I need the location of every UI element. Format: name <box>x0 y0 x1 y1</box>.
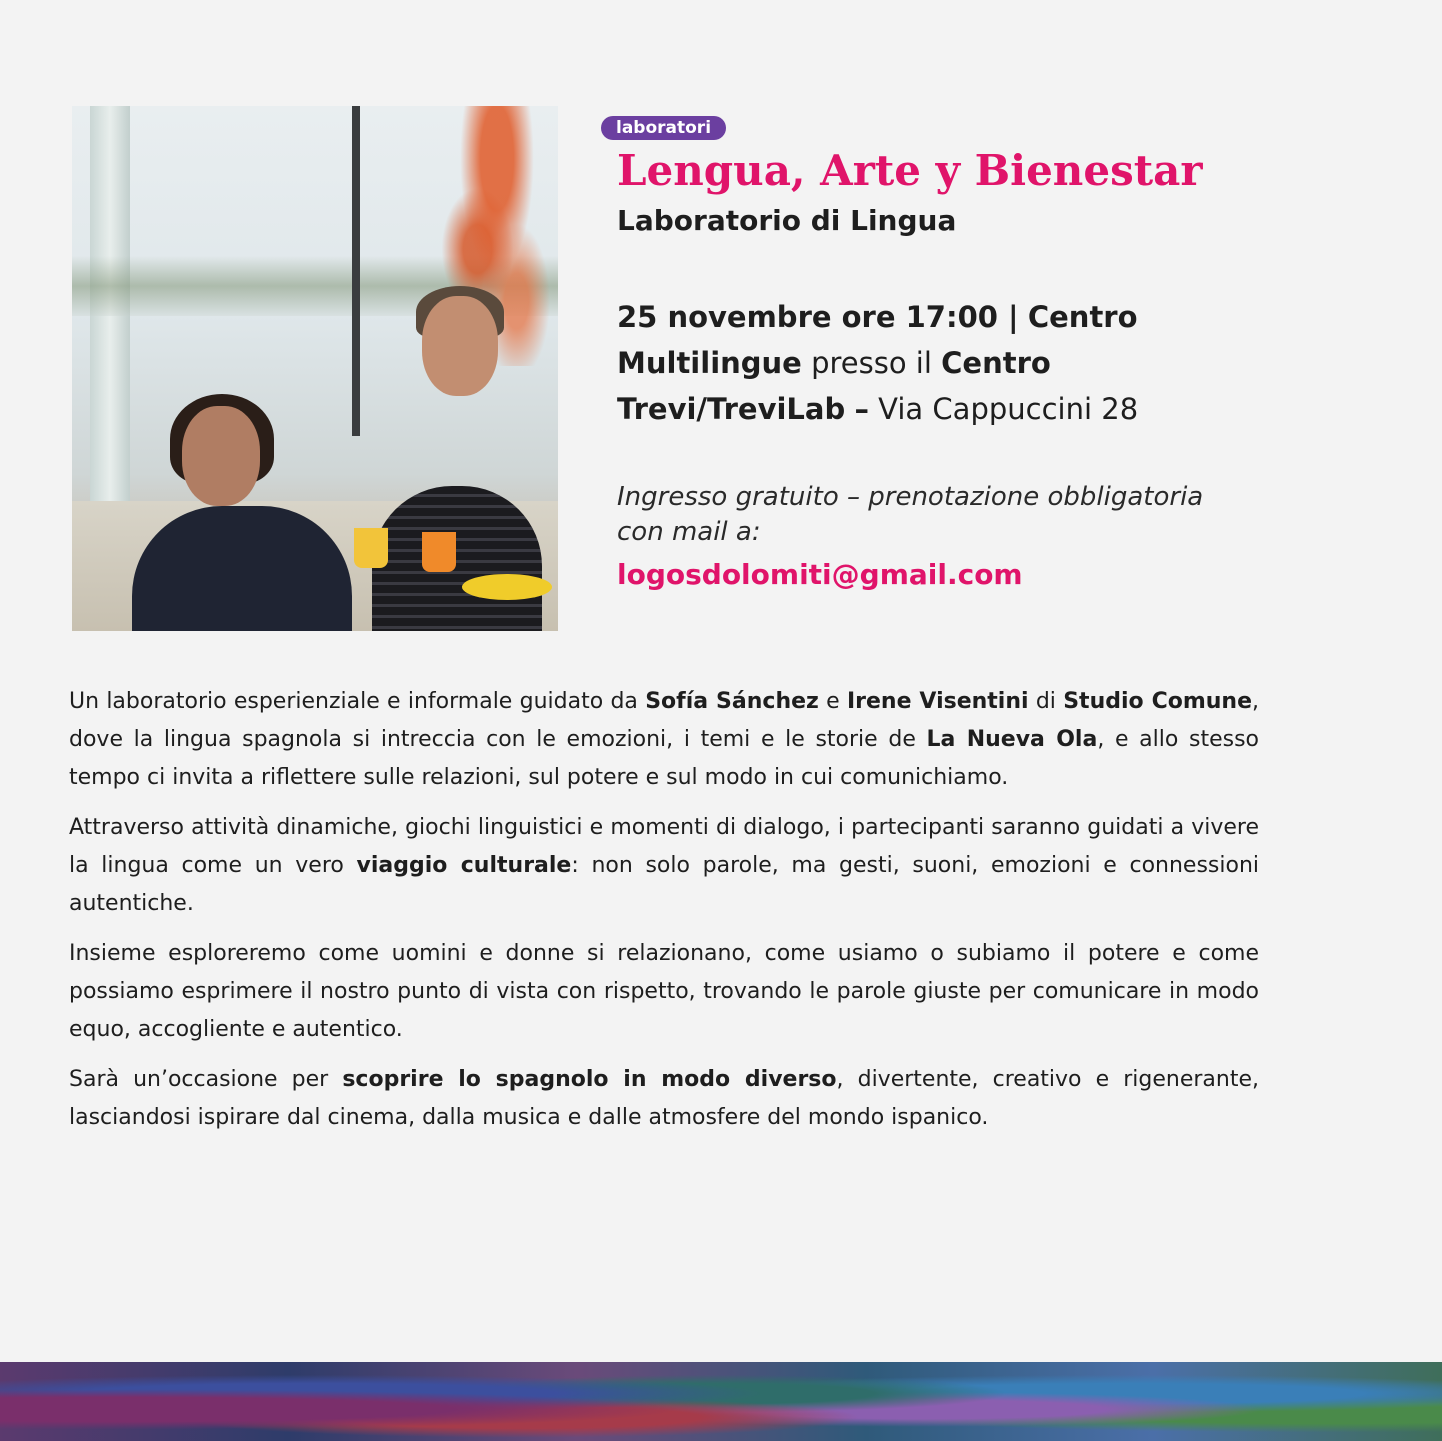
category-badge: laboratori <box>601 116 726 140</box>
photo-pillar <box>90 106 130 526</box>
event-venue-primary: Centro Multilingue <box>617 300 1138 380</box>
event-presso: presso il <box>811 346 932 380</box>
text-segment: e <box>826 689 840 714</box>
event-venue-secondary: Centro Trevi/TreviLab <box>617 346 1051 426</box>
photo-person-right-face <box>422 296 498 396</box>
event-info <box>617 294 1217 432</box>
event-address: Via Cappuccini 28 <box>878 392 1139 426</box>
highlight-phrase: scoprire lo spagnolo in modo diverso <box>342 1067 837 1092</box>
event-title: Lengua, Arte y Bienestar <box>617 146 1203 195</box>
organizer-name: Sofía Sánchez <box>645 689 819 714</box>
description-paragraph-2 <box>69 809 1259 923</box>
photo-yellow-cup <box>354 528 388 568</box>
text-segment: , e allo stesso tempo ci invita a riflettere sulle relazioni, sul potere e sul modo in cui comunichiamo. <box>69 727 1260 790</box>
event-photo <box>72 106 558 631</box>
text-segment: Attraverso attività dinamiche, giochi linguistici e momenti di dialogo, i partecipanti saranno guidati a vivere la lingua come un vero <box>69 815 1259 878</box>
description-paragraph-3: Insieme esploreremo come uomini e donne si relazionano, come usiamo o subiamo il potere e come possiamo esprimere il nostro punto di vista con rispetto, trovando le parole giuste per comunicare in modo equo, accogliente e autentico. <box>69 941 1259 1042</box>
photo-person-left-face <box>182 406 260 506</box>
event-date-time: 25 novembre ore 17:00 | <box>617 300 1019 334</box>
photo-person-right <box>372 486 542 631</box>
organization-name: Studio Comune <box>1063 689 1253 714</box>
decorative-painting-strip <box>0 1362 1442 1441</box>
text-segment: di <box>1035 689 1056 714</box>
text-segment: , dove la lingua spagnola si intreccia con le emozioni, i temi e le storie de <box>69 689 1260 752</box>
text-segment: , divertente, creativo e rigenerante, lasciandosi ispirare dal cinema, dalla musica e dalle atmosfere del mondo ispanico. <box>69 1067 1259 1130</box>
photo-window-frame <box>352 106 360 436</box>
film-series-name: La Nueva Ola <box>926 727 1098 752</box>
photo-orange-cup <box>422 532 456 572</box>
highlight-phrase: viaggio culturale <box>356 853 572 878</box>
organizer-name: Irene Visentini <box>846 689 1029 714</box>
entry-note: Ingresso gratuito – prenotazione obbligatoria con mail a: <box>617 482 1204 547</box>
event-dash: – <box>854 392 869 426</box>
description-paragraph-4 <box>69 1061 1259 1137</box>
contact-email-link[interactable]: logosdolomiti@gmail.com <box>617 558 1023 591</box>
photo-plate <box>462 574 552 600</box>
text-segment: : non solo parole, ma gesti, suoni, emozioni e connessioni autentiche. <box>69 853 1260 916</box>
event-subtitle: Laboratorio di Lingua <box>617 204 957 237</box>
description-paragraph-1 <box>69 683 1259 797</box>
event-description <box>69 683 1259 1149</box>
text-segment: Un laboratorio esperienziale e informale guidato da <box>69 689 638 714</box>
text-segment: Sarà un’occasione per <box>69 1067 329 1092</box>
